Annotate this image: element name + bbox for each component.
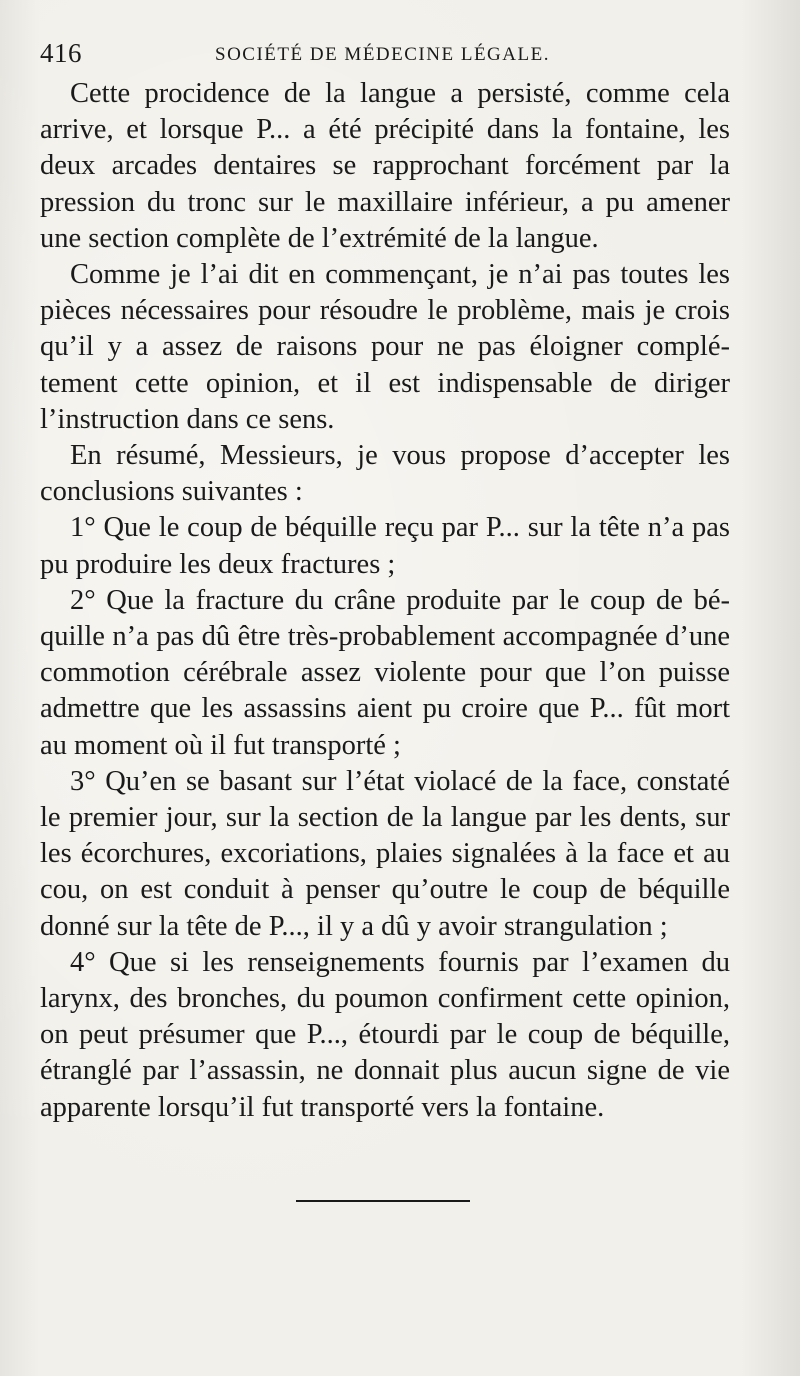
paragraph: En résumé, Messieurs, je vous propose d’accepter les conclusions suivantes : (40, 440, 730, 508)
page-number: 416 (40, 38, 82, 68)
page-header (40, 38, 760, 68)
paragraph: Cette procidence de la langue a persisté, comme cela arrive, et lorsque P... a été précipité dans la fontaine, les deux arcades dentaires se rapprochant forcément par la pression du tronc sur le maxillaire inférieur, a pu amener une section complète de l’extrémité de la langue. (40, 78, 730, 254)
conclusion-item: 4° Que si les renseignements fournis par l’examen du larynx, des bronches, du poumon confirment cette opinion, on peut présumer que P..., étourdi par le coup de béquille, étranglé par l’assassin, ne donnait plus aucun signe de vie apparente lorsqu’il fut transporté vers la fontaine. (40, 946, 730, 1123)
paragraph: Comme je l’ai dit en commençant, je n’ai pas toutes les pièces nécessaires pour résoudre le problème, mais je crois qu’il y a assez de raisons pour ne pas éloigner complétement cette opinion, et il est indispensable de diriger l’instruction dans ce sens. (40, 259, 730, 435)
running-head: SOCIÉTÉ DE MÉDECINE LÉGALE. (215, 44, 550, 65)
end-rule (296, 1200, 470, 1202)
conclusion-item: 2° Que la fracture du crâne produite par le coup de béquille n’a pas dû être très-probablement accompagnée d’une commotion cérébrale assez violente pour que l’on puisse admettre que les assassins aient pu croire que P... fût mort au moment où il fut transporté ; (40, 584, 730, 761)
conclusion-item: 1° Que le coup de béquille reçu par P... sur la tête n’a pas pu produire les deux fractures ; (40, 512, 730, 580)
body-text (40, 76, 730, 1126)
conclusion-item: 3° Qu’en se basant sur l’état violacé de la face, constaté le premier jour, sur la section de la langue par les dents, sur les écorchures, excoriations, plaies signalées à la face et au cou, on est conduit à penser qu’outre le coup de béquille donné sur la tête de P..., il y a dû y avoir strangulation ; (40, 765, 730, 942)
